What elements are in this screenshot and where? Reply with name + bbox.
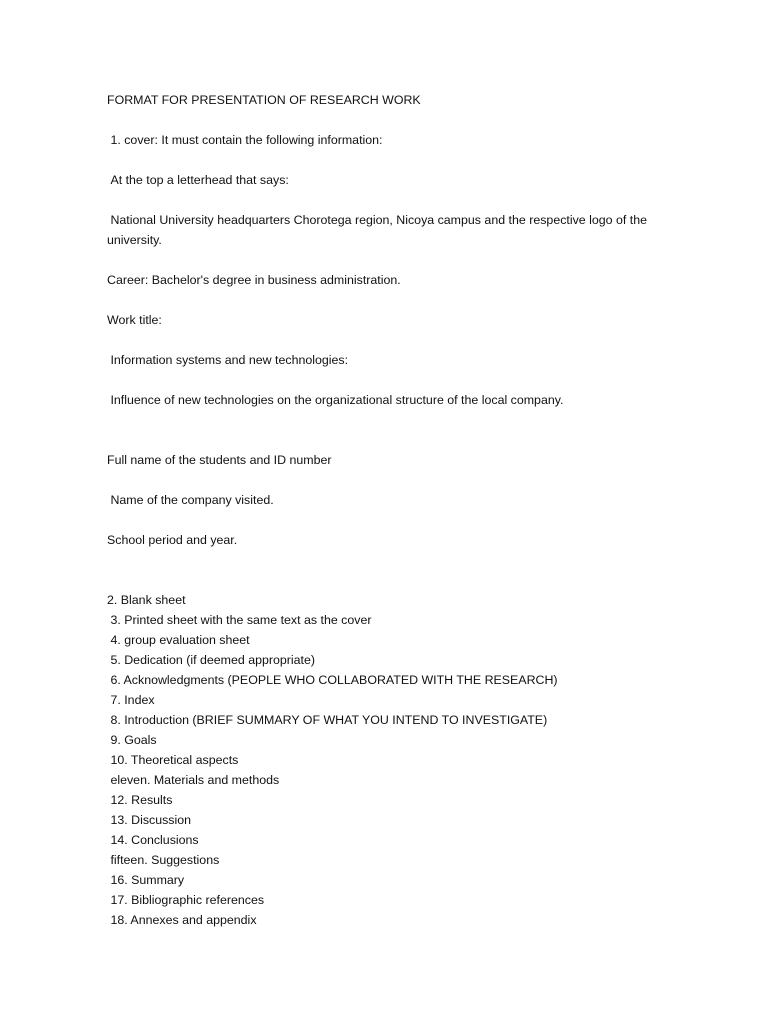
list-item: 5. Dedication (if deemed appropriate) [107, 653, 316, 667]
list-item: 13. Discussion [107, 813, 192, 827]
students-text: Full name of the students and ID number [107, 453, 332, 467]
work-title-label: Work title: [107, 313, 162, 327]
cover-intro: 1. cover: It must contain the following information: [107, 133, 383, 147]
period-text: School period and year. [107, 533, 238, 547]
list-item: 17. Bibliographic references [107, 893, 265, 907]
company-text: Name of the company visited. [107, 493, 274, 507]
subtopic-text: Influence of new technologies on the organizational structure of the local company. [107, 393, 564, 407]
list-item: 6. Acknowledgments (PEOPLE WHO COLLABORATED WITH THE RESEARCH) [107, 673, 558, 687]
list-item: fifteen. Suggestions [107, 853, 220, 867]
list-item: 16. Summary [107, 873, 185, 887]
list-item: 7. Index [107, 693, 155, 707]
list-item: 10. Theoretical aspects [107, 753, 239, 767]
university-text: National University headquarters Chorotega region, Nicoya campus and the respective logo of the university. [107, 213, 651, 247]
list-item: 18. Annexes and appendix [107, 913, 257, 927]
topic-text: Information systems and new technologies: [107, 353, 349, 367]
list-item: 4. group evaluation sheet [107, 633, 250, 647]
career-text: Career: Bachelor's degree in business administration. [107, 273, 401, 287]
list-item: 8. Introduction (BRIEF SUMMARY OF WHAT YOU INTEND TO INVESTIGATE) [107, 713, 548, 727]
list-item: 9. Goals [107, 733, 157, 747]
list-item: eleven. Materials and methods [107, 773, 280, 787]
letterhead-text: At the top a letterhead that says: [107, 173, 289, 187]
list-item: 12. Results [107, 793, 173, 807]
list-item: 14. Conclusions [107, 833, 199, 847]
section-list [107, 590, 667, 930]
document-title: FORMAT FOR PRESENTATION OF RESEARCH WORK [107, 93, 421, 107]
document-body [107, 90, 667, 930]
list-item: 2. Blank sheet [107, 593, 186, 607]
list-item: 3. Printed sheet with the same text as the cover [107, 613, 372, 627]
